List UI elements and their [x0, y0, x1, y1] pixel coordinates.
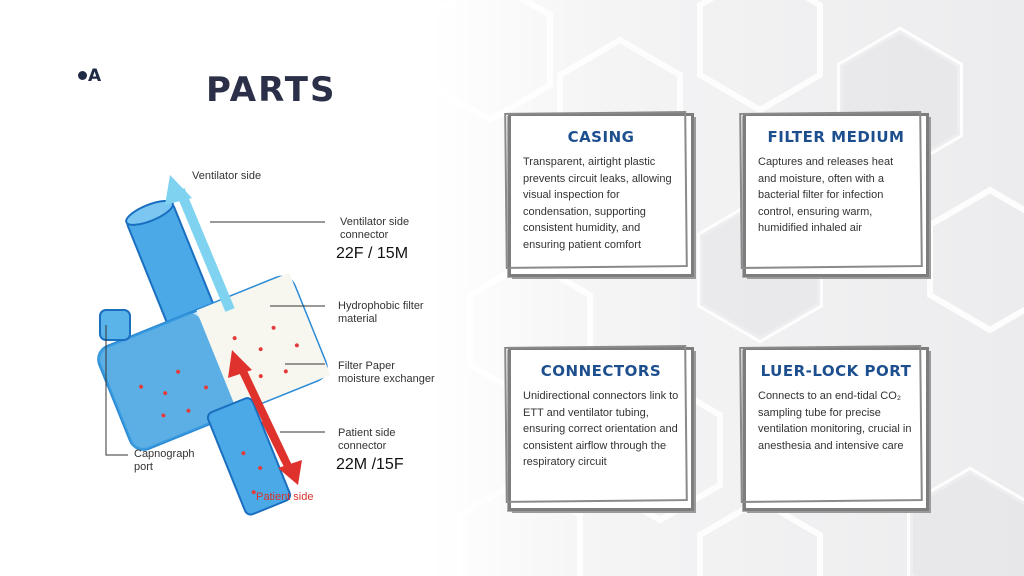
card-filter-medium [743, 113, 929, 277]
label-patient-size: 22M /15F [336, 456, 404, 473]
label-capnograph: Capnograph port [134, 448, 195, 473]
label-ventilator-connector: Ventilator side connector [340, 216, 410, 241]
logo-dot-icon [78, 71, 87, 80]
card-title: CONNECTORS [540, 362, 662, 380]
card-text: Connects to an end-tidal CO₂ sampling tube for precise ventilation monitoring, crucial in anesthesia and intensive care [758, 390, 912, 452]
card-text: Unidirectional connectors link to ETT and ventilator tubing, ensuring correct orientation and consistent airflow through the respiratory circuit [523, 390, 679, 468]
card-casing [508, 113, 694, 277]
card-connectors [508, 347, 694, 511]
label-ventilator-size: 22F / 15M [336, 245, 409, 262]
card-title: FILTER MEDIUM [767, 128, 905, 146]
label-hydrophobic: Hydrophobic filter material [338, 300, 424, 325]
card-luer-lock-port [743, 347, 929, 511]
label-ventilator-side: Ventilator side [192, 170, 262, 182]
card-title: LUER-LOCK PORT [760, 362, 912, 380]
brand-logo [78, 66, 99, 86]
card-title: CASING [567, 128, 635, 146]
label-patient-side: Patient side [256, 491, 314, 503]
card-text: Captures and releases heat and moisture, often with a bacterial filter for infection control, ensuring warm, humidified inhaled air [758, 156, 894, 234]
slide-title: PARTS [206, 70, 337, 110]
card-text: Transparent, airtight plastic prevents circuit leaks, allowing visual inspection for condensation, supporting consistent humidity, and ensuring patient comfort [523, 156, 672, 251]
hme-filter-diagram [70, 150, 450, 530]
label-patient-connector: Patient side connector [338, 427, 396, 452]
label-filter-paper: Filter Paper moisture exchanger [338, 360, 435, 385]
logo-text: A [88, 66, 100, 86]
